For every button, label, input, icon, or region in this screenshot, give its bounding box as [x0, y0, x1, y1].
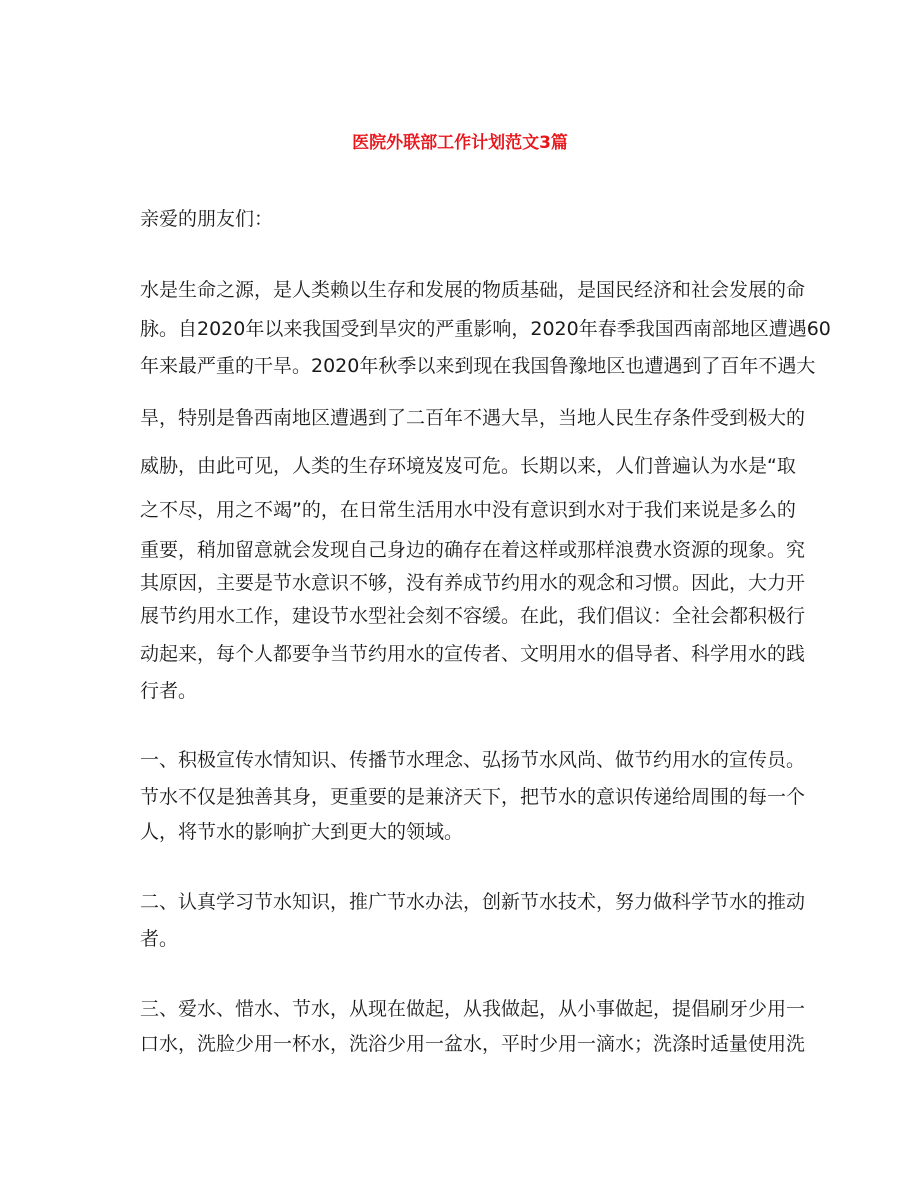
paragraph-line: 其原因，主要是节水意识不够，没有养成节约用水的观念和习惯。因此，大力开	[140, 572, 806, 594]
item-line: 者。	[140, 928, 179, 950]
item-line: 人，将节水的影响扩大到更大的领域。	[140, 821, 464, 843]
item-line: 三、爱水、惜水、节水，从现在做起，从我做起，从小事做起，提倡刷牙少用一	[140, 998, 806, 1020]
item-line: 二、认真学习节水知识，推广节水办法，创新节水技术，努力做科学节水的推动	[140, 891, 806, 913]
item-line: 一、积极宣传水情知识、传播节水理念、弘扬节水风尚、做节约用水的宣传员。	[140, 749, 806, 771]
paragraph-line: 脉。自2020年以来我国受到旱灾的严重影响，2020年春季我国西南部地区遭遇60	[140, 318, 831, 340]
paragraph-line: 水是生命之源，是人类赖以生存和发展的物质基础，是国民经济和社会发展的命	[140, 279, 806, 301]
item-line: 节水不仅是独善其身，更重要的是兼济天下，把节水的意识传递给周围的每一个	[140, 786, 806, 808]
paragraph-line: 行者。	[140, 680, 198, 702]
paragraph-line: 重要，稍加留意就会发现自己身边的确存在着这样或那样浪费水资源的现象。究	[140, 539, 806, 561]
document-title: 医院外联部工作计划范文3篇	[352, 133, 568, 153]
paragraph-line: 之不尽，用之不竭”的，在日常生活用水中没有意识到水对于我们来说是多么的	[140, 499, 796, 521]
paragraph-line: 展节约用水工作，建设节水型社会刻不容缓。在此，我们倡议：全社会都积极行	[140, 605, 806, 627]
paragraph-line: 动起来，每个人都要争当节约用水的宣传者、文明用水的倡导者、科学用水的践	[140, 643, 806, 665]
greeting-line: 亲爱的朋友们：	[140, 208, 274, 230]
item-line: 口水，洗脸少用一杯水，洗浴少用一盆水，平时少用一滴水；洗涤时适量使用洗	[140, 1033, 806, 1055]
paragraph-line: 旱，特别是鲁西南地区遭遇到了二百年不遇大旱，当地人民生存条件受到极大的	[140, 407, 806, 429]
paragraph-line: 年来最严重的干旱。2020年秋季以来到现在我国鲁豫地区也遭遇到了百年不遇大	[140, 355, 816, 377]
paragraph-line: 威胁，由此可见，人类的生存环境岌岌可危。长期以来，人们普遍认为水是“取	[140, 455, 796, 477]
